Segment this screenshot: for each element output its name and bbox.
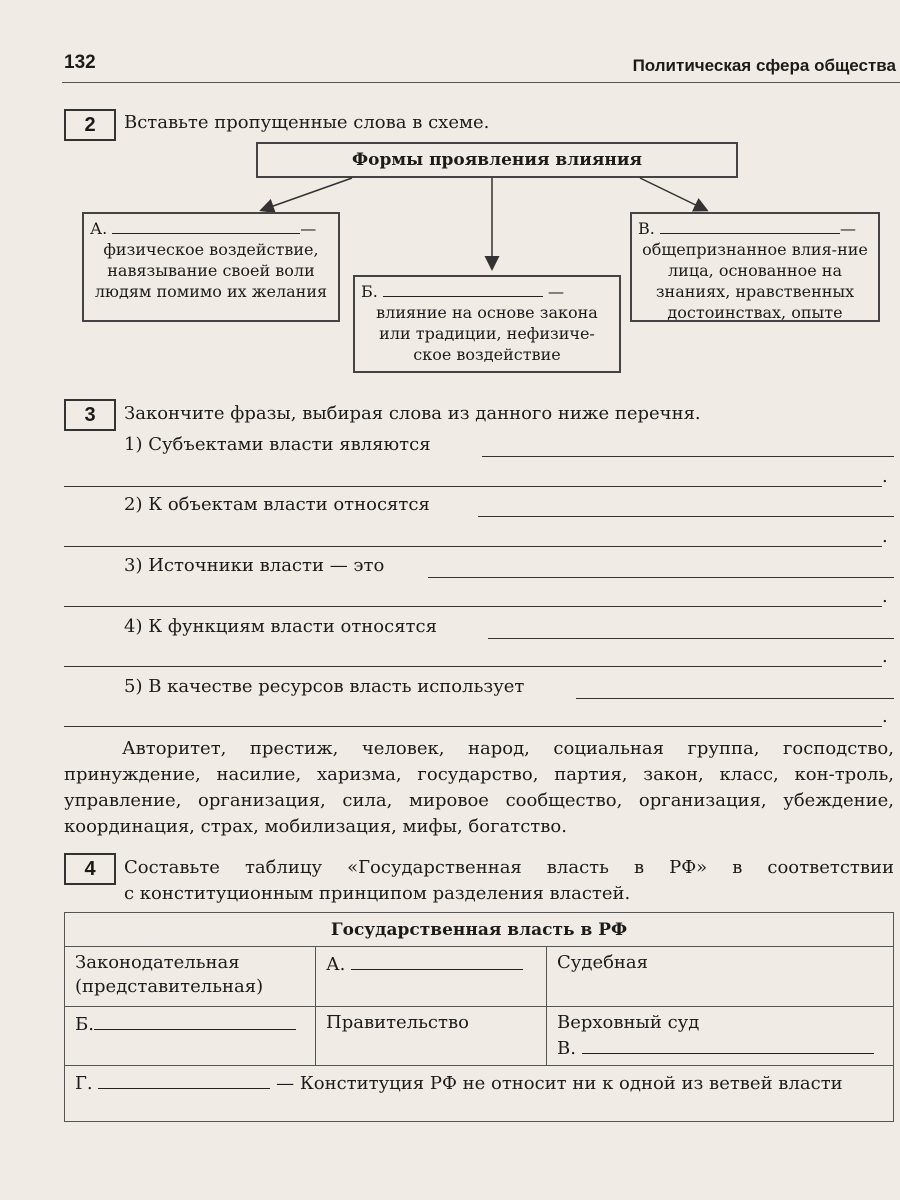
answer-line-4a[interactable] (488, 638, 894, 639)
cell-g-blank[interactable] (98, 1070, 270, 1089)
answer-line-1a[interactable] (482, 456, 894, 457)
phrase-1: 1) Субъектами власти являются (124, 434, 431, 455)
cell-legislative: Законодательная (представительная) (65, 947, 316, 1007)
box-v-label: В. (638, 219, 655, 238)
cell-judicial: Судебная (547, 947, 894, 1007)
arrow-to-a (262, 178, 352, 210)
cell-v-blank[interactable] (582, 1035, 874, 1054)
box-b-label: Б. (361, 282, 378, 301)
cell-b-label: Б. (75, 1014, 94, 1035)
box-a-label: А. (90, 219, 108, 238)
task-2-prompt: Вставьте пропущенные слова в схеме. (124, 112, 490, 133)
cell-b (65, 1007, 316, 1066)
answer-line-2a[interactable] (478, 516, 894, 517)
answer-line-2b[interactable] (64, 546, 882, 547)
task-4-prompt-line2: с конституционным принципом разделения властей. (124, 883, 631, 904)
box-a-text: физическое воздействие, навязывание своей воли людям помимо их желания (94, 240, 328, 301)
cell-supreme (547, 1007, 894, 1066)
phrase-5: 5) В качестве ресурсов власть использует (124, 676, 525, 697)
phrase-4: 4) К функциям власти относятся (124, 616, 437, 637)
cell-supreme-court: Верховный суд (557, 1012, 700, 1033)
cell-a-label: А. (326, 954, 346, 975)
cell-v-label: В. (557, 1038, 576, 1059)
diagram-box-b: Б. — влияние на основе закона или традиции, нефизиче-ское воздействие (353, 275, 621, 373)
cell-a (316, 947, 547, 1007)
box-b-text: влияние на основе закона или традиции, нефизиче-ское воздействие (376, 303, 598, 364)
arrow-to-v (640, 178, 706, 210)
cell-g (65, 1066, 894, 1122)
power-table (64, 912, 894, 1122)
word-list: Авторитет, престиж, человек, народ, социальная группа, господство, принуждение, насилие, харизма, государство, партия, закон, класс, кон-троль, управление, организация, сила, мировое сообщество, организация, убеждение, координация, страх, мобилизация, мифы, богатство. (64, 738, 894, 837)
phrase-3: 3) Источники власти — это (124, 555, 385, 576)
answer-line-4b[interactable] (64, 666, 882, 667)
cell-government: Правительство (316, 1007, 547, 1066)
diagram-box-v: В. — общепризнанное влия-ние лица, основанное на знаниях, нравственных достоинствах, опыте (630, 212, 880, 322)
cell-b-blank[interactable] (94, 1011, 296, 1030)
box-b-blank[interactable] (383, 280, 543, 297)
page-number: 132 (64, 52, 96, 73)
section-title: Политическая сфера общества (632, 56, 896, 75)
cell-g-label: Г. (75, 1073, 93, 1094)
answer-line-3b[interactable] (64, 606, 882, 607)
diagram-box-a: А. — физическое воздействие, навязывание своей воли людям помимо их желания (82, 212, 340, 322)
box-a-blank[interactable] (112, 217, 300, 234)
task-3-number: 3 (64, 399, 116, 431)
cell-a-blank[interactable] (351, 951, 523, 970)
answer-line-5a[interactable] (576, 698, 894, 699)
phrase-2: 2) К объектам власти относятся (124, 494, 430, 515)
task-2-number: 2 (64, 109, 116, 141)
answer-line-5b[interactable] (64, 726, 882, 727)
answer-line-3a[interactable] (428, 577, 894, 578)
diagram-title: Формы проявления влияния (351, 150, 643, 170)
task-4-number: 4 (64, 853, 116, 885)
task-3-prompt: Закончите фразы, выбирая слова из данного ниже перечня. (124, 403, 701, 424)
task-4-prompt-line1: Составьте таблицу «Государственная власть в РФ» в соответствии (124, 857, 894, 878)
cell-g-text: — Конституция РФ не относит ни к одной из ветвей власти (276, 1073, 843, 1094)
box-v-text: общепризнанное влия-ние лица, основанное на знаниях, нравственных достоинствах, опыте (642, 240, 868, 322)
table-title: Государственная власть в РФ (65, 913, 894, 947)
box-v-blank[interactable] (660, 217, 840, 234)
answer-line-1b[interactable] (64, 486, 882, 487)
